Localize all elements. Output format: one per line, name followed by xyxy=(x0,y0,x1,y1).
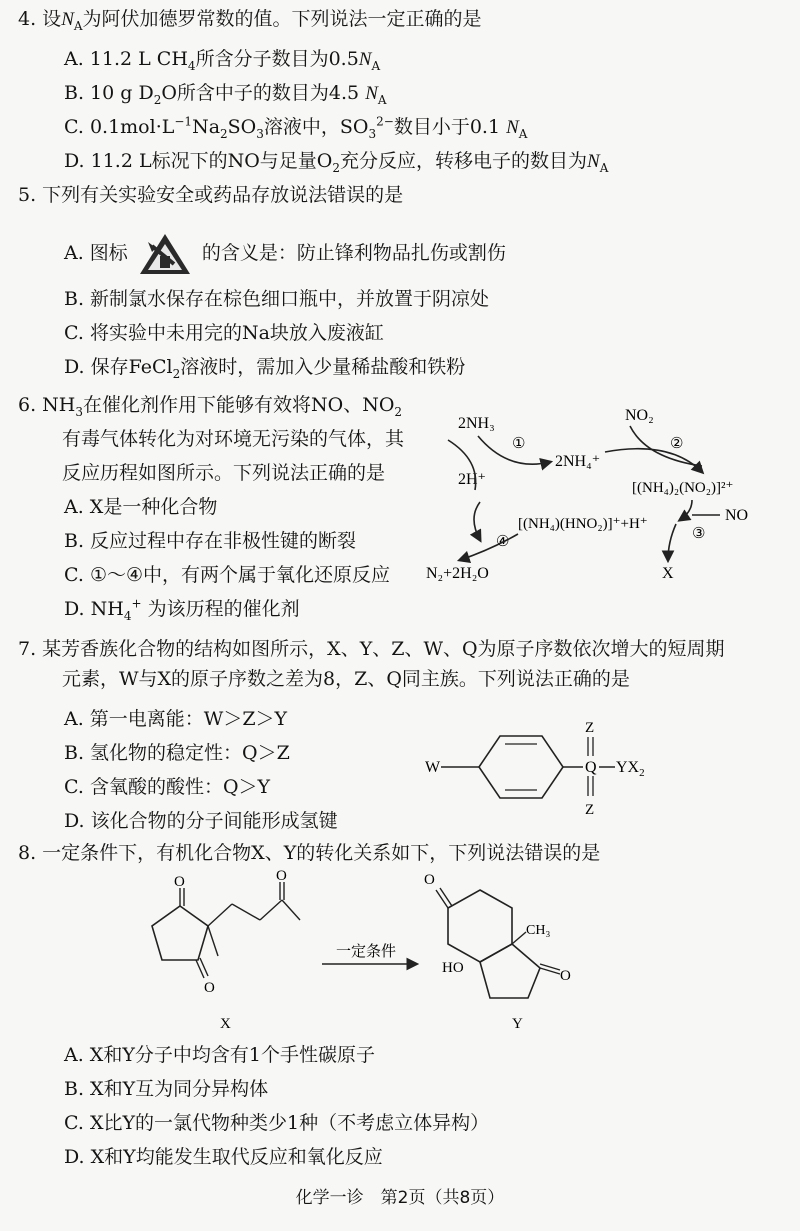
step4-label: ④ xyxy=(496,534,510,550)
y-methyl: CH₃ xyxy=(526,923,551,938)
x-oxygen-bottom: O xyxy=(204,980,215,996)
step3-label: ③ xyxy=(692,526,706,542)
q6-stem-line3: 反应历程如图所示。下列说法正确的是 xyxy=(62,462,386,484)
q8-option-a: A. X和Y分子中均含有1个手性碳原子 xyxy=(64,1044,375,1066)
q8-reaction-scheme xyxy=(140,868,600,1038)
q8-option-d: D. X和Y均能发生取代反应和氧化反应 xyxy=(64,1146,383,1168)
q6-option-a: A. X是一种化合物 xyxy=(64,496,218,518)
z-top-atom: Z xyxy=(585,720,595,736)
q8-option-b: B. X和Y互为同分异构体 xyxy=(64,1078,269,1100)
step2-label: ② xyxy=(670,436,684,452)
q5-option-d: D. 保存FeCl$_2$溶液时，需加入少量稀盐酸和铁粉 xyxy=(64,356,466,381)
x-product-label: X xyxy=(662,565,674,582)
h-label: 2H⁺ xyxy=(458,471,486,488)
condition-label: 一定条件 xyxy=(336,944,397,960)
y-oxygen-right: O xyxy=(560,968,571,984)
q4-stem: 4. 设$N_A$为阿伏加德罗常数的值。下列说法一定正确的是 xyxy=(18,8,482,33)
no2-label: NO₂ xyxy=(625,407,654,424)
y-hydroxyl: HO xyxy=(442,960,464,976)
q6-option-c: C. ①～④中，有两个属于氧化还原反应 xyxy=(64,564,391,586)
q7-stem-line1: 7. 某芳香族化合物的结构如图所示，X、Y、Z、W、Q为原子序数依次增大的短周期 xyxy=(18,638,725,660)
x-oxygen-top: O xyxy=(174,874,185,890)
n2-label: N₂+2H₂O xyxy=(426,565,489,582)
step1-label: ① xyxy=(512,436,526,452)
q7-option-a: A. 第一电离能：W＞Z＞Y xyxy=(64,708,288,730)
w-atom: W xyxy=(425,759,441,776)
q-atom: Q xyxy=(585,759,597,776)
y-oxygen-top: O xyxy=(424,872,435,888)
sharp-object-warning-icon xyxy=(138,232,192,276)
nh3-label: 2NH₃ xyxy=(458,415,495,432)
complex1-label: [(NH₄)₂(NO₂)]²⁺ xyxy=(632,480,734,496)
q7-option-c: C. 含氧酸的酸性：Q＞Y xyxy=(64,776,271,798)
x-compound-label: X xyxy=(220,1016,231,1032)
q5-option-b: B. 新制氯水保存在棕色细口瓶中，并放置于阴凉处 xyxy=(64,288,490,310)
page-footer: 化学一诊 第2页（共8页） xyxy=(295,1188,505,1208)
q5-stem: 5. 下列有关实验安全或药品存放说法错误的是 xyxy=(18,184,404,206)
q7-stem-line2: 元素，W与X的原子序数之差为8，Z、Q同主族。下列说法正确的是 xyxy=(62,668,630,690)
q7-option-b: B. 氢化物的稳定性：Q＞Z xyxy=(64,742,290,764)
q6-option-b: B. 反应过程中存在非极性键的断裂 xyxy=(64,530,357,552)
yx2-group: $YX_2$ xyxy=(616,759,645,779)
no-label: NO xyxy=(725,507,749,524)
q7-option-d: D. 该化合物的分子间能形成氢键 xyxy=(64,810,338,832)
q8-stem: 8. 一定条件下，有机化合物X、Y的转化关系如下，下列说法错误的是 xyxy=(18,842,601,864)
q5-option-c: C. 将实验中未用完的Na块放入废液缸 xyxy=(64,322,384,344)
q5-option-a: A. 图标 的含义是：防止锋利物品扎伤或割伤 xyxy=(64,232,506,276)
complex2-label: [(NH₄)(HNO₂)]⁺+H⁺ xyxy=(518,516,648,532)
q7-structure-diagram xyxy=(425,720,725,820)
q6-stem-line1: 6. $NH_3$在催化剂作用下能够有效将NO、$NO_2$ xyxy=(18,394,403,419)
q8-option-c: C. X比Y的一氯代物种类少1种（不考虑立体异构） xyxy=(64,1112,490,1134)
nh4-label: 2NH₄⁺ xyxy=(555,453,601,470)
q4-option-c: C. $0.1mol\cdot L^{-1}Na_2SO_3$溶液中，$SO_3^{2-}$数目小于0.1 $N_A$ xyxy=(64,114,528,141)
q4-option-a: A. 11.2 L $CH_4$所含分子数目为$0.5N_A$ xyxy=(64,48,381,73)
q4-option-d: D. 11.2 L标况下的NO与足量$O_2$充分反应，转移电子的数目为$N_A$ xyxy=(64,150,609,175)
q6-stem-line2: 有毒气体转化为对环境无污染的气体，其 xyxy=(62,428,405,450)
z-bottom-atom: Z xyxy=(585,802,595,818)
x-oxygen-ketone: O xyxy=(276,868,287,884)
q6-option-d: D. $NH_4^+$ 为该历程的催化剂 xyxy=(64,596,300,623)
y-compound-label: Y xyxy=(512,1016,523,1032)
q4-option-b: B. 10 g $D_2O$所含中子的数目为4.5 $N_A$ xyxy=(64,82,387,107)
q6-reaction-diagram xyxy=(420,400,790,590)
